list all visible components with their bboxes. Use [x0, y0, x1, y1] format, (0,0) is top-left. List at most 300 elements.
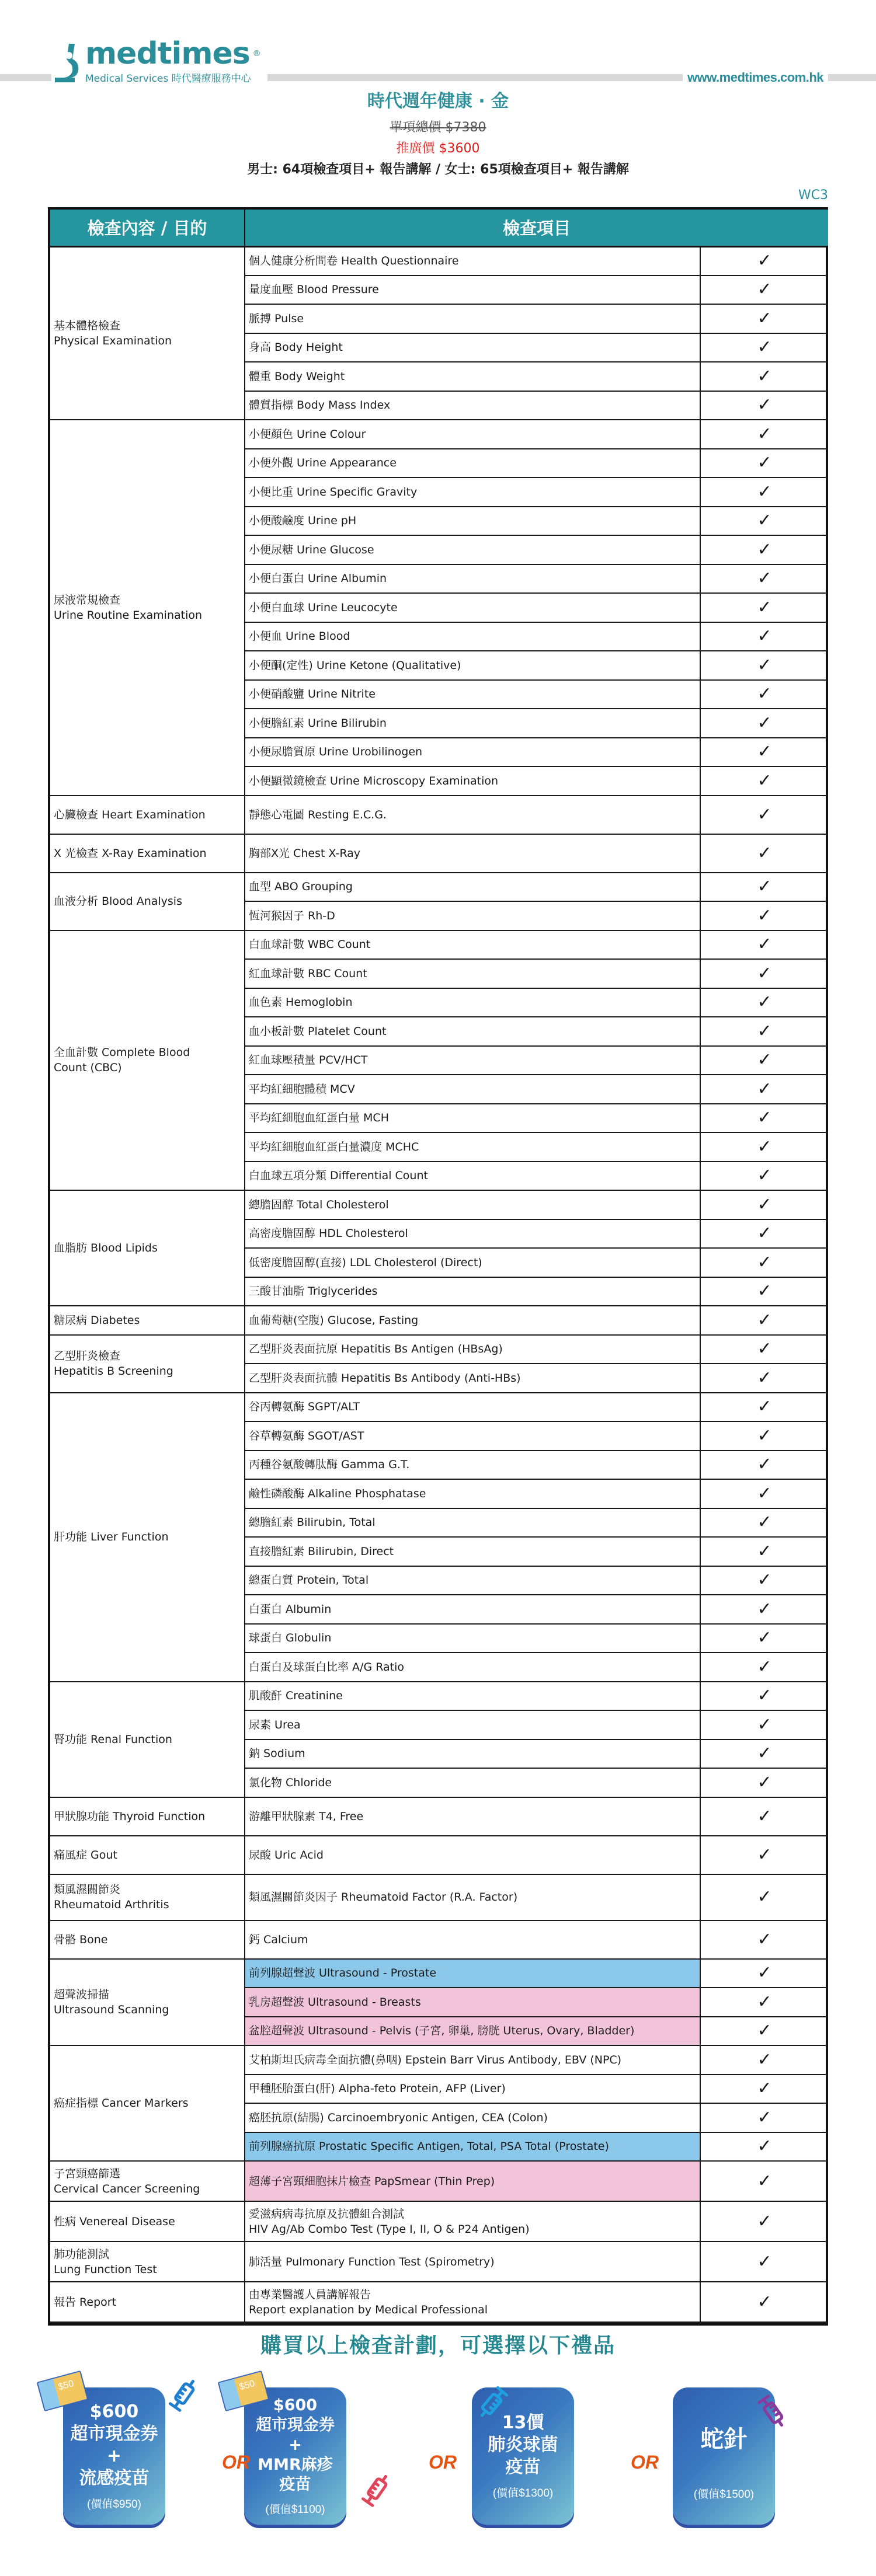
- check-mark-icon: ✓: [700, 1653, 828, 1682]
- category-cell: [50, 834, 245, 873]
- check-mark-icon: ✓: [700, 1920, 828, 1959]
- check-mark-icon: ✓: [700, 1797, 828, 1836]
- test-item-cell: [245, 1797, 700, 1836]
- test-item-label: 總蛋白質 Protein, Total: [249, 1574, 369, 1587]
- check-mark-icon: ✓: [700, 651, 828, 680]
- test-item-cell: [245, 1624, 700, 1653]
- or-separator: OR: [429, 2452, 457, 2473]
- test-item-cell: [245, 873, 700, 902]
- test-item-cell: [245, 1104, 700, 1133]
- test-item-label: 低密度膽固醇(直接) LDL Cholesterol (Direct): [249, 1256, 482, 1269]
- test-item-label: 類風濕關節炎因子 Rheumatoid Factor (R.A. Factor): [249, 1891, 518, 1904]
- test-item-label: 尿素 Urea: [249, 1718, 301, 1731]
- test-item-label: 小便血 Urine Blood: [249, 630, 350, 643]
- table-row: [50, 1959, 828, 1988]
- test-item-label: 脈搏 Pulse: [249, 312, 304, 325]
- test-item-label: 小便尿糖 Urine Glucose: [249, 543, 374, 556]
- test-item-label: 谷草轉氨酶 SGOT/AST: [249, 1429, 364, 1442]
- check-mark-icon: ✓: [700, 1248, 828, 1277]
- test-item-cell: [245, 834, 700, 873]
- category-label: 痛風症 Gout: [54, 1848, 117, 1862]
- check-mark-icon: ✓: [700, 1988, 828, 2017]
- category-cell: [50, 2201, 245, 2242]
- test-item-cell: [245, 2242, 700, 2282]
- table-header-row: [50, 210, 828, 246]
- test-item-label: 白血球五項分類 Differential Count: [249, 1169, 428, 1183]
- test-item-cell: [245, 1874, 700, 1920]
- category-cell: [50, 930, 245, 1191]
- test-item-cell: [245, 930, 700, 960]
- check-mark-icon: ✓: [700, 2045, 828, 2075]
- test-item-label: 艾柏斯坦氏病毒全面抗體(鼻咽) Epstein Barr Virus Antibody, EBV (NPC): [249, 2053, 622, 2066]
- test-item-cell: [245, 1653, 700, 1682]
- test-item-label: 前列腺癌抗原 Prostatic Specific Antigen, Total, PSA Total (Prostate): [249, 2140, 609, 2153]
- test-item-cell: [245, 901, 700, 930]
- test-item-label: 鹼性磷酸酶 Alkaline Phosphatase: [249, 1487, 426, 1500]
- test-item-label: 谷丙轉氨酶 SGPT/ALT: [249, 1400, 360, 1414]
- gift-value: (價值$1300): [492, 2487, 554, 2500]
- test-item-label: 直接膽紅素 Bilirubin, Direct: [249, 1545, 394, 1558]
- gift-title-line: 超市現金券: [256, 2416, 335, 2434]
- gift-title-line: 流感疫苗: [79, 2468, 150, 2488]
- category-label: 癌症指標 Cancer Markers: [54, 2097, 189, 2110]
- original-price: 單項總價 $7380: [390, 120, 486, 135]
- test-item-cell: [245, 1393, 700, 1422]
- gift-title: [673, 2426, 775, 2453]
- gift-title-line: 疫苗: [505, 2457, 541, 2477]
- gift-value: (價值$1500): [693, 2488, 755, 2501]
- category-label: 肺功能測試: [54, 2247, 110, 2261]
- test-item-cell: [245, 1277, 700, 1306]
- table-row: [50, 1836, 828, 1874]
- category-label: 基本體格檢查: [54, 319, 121, 332]
- category-cell: [50, 2045, 245, 2161]
- check-mark-icon: ✓: [700, 709, 828, 738]
- table-row: [50, 873, 828, 902]
- or-separator: OR: [222, 2452, 250, 2473]
- test-item-label: 體質指標 Body Mass Index: [249, 399, 391, 412]
- check-mark-icon: ✓: [700, 2075, 828, 2104]
- brand-word: medtimes: [85, 36, 250, 71]
- test-item-cell: [245, 1132, 700, 1162]
- table-row: [50, 834, 828, 873]
- category-cell: [50, 873, 245, 930]
- voucher-label: $50: [57, 2378, 75, 2393]
- check-mark-icon: ✓: [700, 2161, 828, 2201]
- category-label: 甲狀腺功能 Thyroid Function: [54, 1810, 206, 1823]
- gift-title-line: 疫苗: [279, 2476, 311, 2494]
- item-count: 男士: 64項檢查項目+ 報告講解 / 女士: 65項檢查項目+ 報告講解: [247, 162, 629, 177]
- table-row: [50, 2242, 828, 2282]
- gift-title-line: 超市現金券: [70, 2424, 158, 2444]
- check-mark-icon: ✓: [700, 1075, 828, 1104]
- check-mark-icon: ✓: [700, 1566, 828, 1595]
- test-item-cell: [245, 2045, 700, 2075]
- category-label: 尿液常規檢查: [54, 593, 121, 606]
- promo-price: 推廣價 $3600: [396, 141, 480, 156]
- gift-title-line: +: [288, 2436, 302, 2454]
- test-item-label: 尿酸 Uric Acid: [249, 1848, 324, 1862]
- test-item-label: 體重 Body Weight: [249, 370, 345, 383]
- gift-option-card[interactable]: [244, 2387, 346, 2525]
- category-label: Lung Function Test: [54, 2263, 157, 2276]
- check-mark-icon: ✓: [700, 1508, 828, 1538]
- test-item-label: 恆河猴因子 Rh-D: [249, 909, 335, 922]
- table-row: [50, 2161, 828, 2201]
- category-cell: [50, 1335, 245, 1393]
- test-item-cell: [245, 1306, 700, 1335]
- test-item-label: 超薄子宮頸細胞抹片檢查 PapSmear (Thin Prep): [249, 2174, 495, 2188]
- test-item-cell: [245, 1988, 700, 2017]
- test-item-label: 小便硝酸鹽 Urine Nitrite: [249, 688, 376, 701]
- category-label: 性病 Venereal Disease: [54, 2215, 175, 2228]
- check-mark-icon: ✓: [700, 873, 828, 902]
- test-item-cell: [245, 988, 700, 1017]
- test-item-label: 白蛋白 Albumin: [249, 1602, 332, 1616]
- check-mark-icon: ✓: [700, 1537, 828, 1566]
- gift-option-card[interactable]: [63, 2387, 165, 2525]
- test-item-cell: [245, 1768, 700, 1797]
- check-mark-icon: ✓: [700, 1190, 828, 1219]
- test-item-label: 乙型肝炎表面抗原 Hepatitis Bs Antigen (HBsAg): [249, 1343, 503, 1356]
- test-item-cell: [245, 2075, 700, 2104]
- test-item-cell: [245, 622, 700, 651]
- test-item-label: 白血球計數 WBC Count: [249, 938, 371, 951]
- category-cell: [50, 1306, 245, 1335]
- category-label: Physical Examination: [54, 334, 172, 347]
- microscope-icon: [51, 41, 84, 85]
- category-cell: [50, 2242, 245, 2282]
- test-item-label: 胸部X光 Chest X-Ray: [249, 846, 361, 860]
- check-mark-icon: ✓: [700, 959, 828, 988]
- test-item-label: 由專業醫護人員講解報告: [249, 2288, 371, 2301]
- test-item-cell: [245, 2161, 700, 2201]
- test-item-label: 鈉 Sodium: [249, 1747, 305, 1761]
- table-row: [50, 930, 828, 960]
- test-item-cell: [245, 1421, 700, 1451]
- test-item-label: 個人健康分析問卷 Health Questionnaire: [249, 255, 459, 267]
- test-item-cell: [245, 1920, 700, 1959]
- test-item-cell: [245, 420, 700, 449]
- category-cell: [50, 1959, 245, 2046]
- category-cell: [50, 1836, 245, 1874]
- category-cell: [50, 1797, 245, 1836]
- test-item-cell: [245, 1046, 700, 1075]
- test-item-cell: [245, 276, 700, 305]
- website-link[interactable]: www.medtimes.com.hk: [683, 70, 828, 85]
- table-row: [50, 1306, 828, 1335]
- check-mark-icon: ✓: [700, 988, 828, 1017]
- test-item-cell: [245, 535, 700, 564]
- test-item-cell: [245, 507, 700, 536]
- test-item-cell: [245, 738, 700, 767]
- test-item-cell: [245, 333, 700, 362]
- check-mark-icon: ✓: [700, 1017, 828, 1046]
- test-item-label: 小便白蛋白 Urine Albumin: [249, 572, 387, 585]
- check-mark-icon: ✓: [700, 1624, 828, 1653]
- category-label: 全血計數 Complete Blood: [54, 1046, 190, 1059]
- check-mark-icon: ✓: [700, 507, 828, 536]
- table-row: [50, 2201, 828, 2242]
- check-mark-icon: ✓: [700, 593, 828, 622]
- check-mark-icon: ✓: [700, 1219, 828, 1249]
- test-item-label: 小便比重 Urine Specific Gravity: [249, 485, 418, 499]
- check-mark-icon: ✓: [700, 2201, 828, 2242]
- test-item-label: 血葡萄糖(空腹) Glucose, Fasting: [249, 1313, 419, 1327]
- test-item-label: 甲種胚胎蛋白(肝) Alpha-feto Protein, AFP (Liver): [249, 2082, 506, 2096]
- gift-title: [63, 2401, 165, 2490]
- test-item-cell: [245, 1710, 700, 1740]
- table-row: [50, 1335, 828, 1364]
- check-mark-icon: ✓: [700, 796, 828, 834]
- test-item-cell: [245, 1190, 700, 1219]
- gift-title-line: MMR麻疹: [258, 2456, 333, 2474]
- test-item-cell: [245, 2282, 700, 2322]
- test-item-cell: [245, 1017, 700, 1046]
- test-item-cell: [245, 2017, 700, 2046]
- column-header-items: 檢查項目: [245, 210, 828, 246]
- table-row: [50, 420, 828, 449]
- check-mark-icon: ✓: [700, 391, 828, 420]
- test-item-cell: [245, 1219, 700, 1249]
- category-cell: [50, 246, 245, 420]
- test-item-label: 前列腺超聲波 Ultrasound - Prostate: [249, 1967, 437, 1980]
- check-mark-icon: ✓: [700, 1710, 828, 1740]
- test-item-label: 鈣 Calcium: [249, 1933, 308, 1946]
- category-label: 肝功能 Liver Function: [54, 1531, 169, 1543]
- category-cell: [50, 1393, 245, 1682]
- test-item-cell: [245, 1537, 700, 1566]
- test-item-cell: [245, 2201, 700, 2242]
- test-item-cell: [245, 593, 700, 622]
- test-item-cell: [245, 1335, 700, 1364]
- check-mark-icon: ✓: [700, 1451, 828, 1480]
- test-item-label: 白蛋白及球蛋白比率 A/G Ratio: [249, 1660, 404, 1674]
- category-label: 血脂肪 Blood Lipids: [54, 1242, 158, 1254]
- check-mark-icon: ✓: [700, 1874, 828, 1920]
- column-header-category: 檢查內容 / 目的: [50, 210, 245, 246]
- test-item-cell: [245, 1075, 700, 1104]
- test-item-label: 高密度膽固醇 HDL Cholesterol: [249, 1227, 408, 1240]
- check-mark-icon: ✓: [700, 1306, 828, 1335]
- table-row: [50, 246, 828, 276]
- check-mark-icon: ✓: [700, 1768, 828, 1797]
- check-mark-icon: ✓: [700, 362, 828, 391]
- check-mark-icon: ✓: [700, 1959, 828, 1988]
- check-mark-icon: ✓: [700, 477, 828, 507]
- plan-code: WC3: [798, 188, 828, 203]
- check-mark-icon: ✓: [700, 1335, 828, 1364]
- test-item-label: 小便顏色 Urine Colour: [249, 427, 366, 441]
- check-mark-icon: ✓: [700, 1162, 828, 1191]
- category-cell: [50, 1874, 245, 1920]
- gift-title-line: 蛇針: [700, 2426, 748, 2453]
- table-row: [50, 1797, 828, 1836]
- category-cell: [50, 420, 245, 796]
- check-mark-icon: ✓: [700, 901, 828, 930]
- category-label: 腎功能 Renal Function: [54, 1733, 172, 1746]
- test-item-cell: [245, 449, 700, 478]
- test-item-cell: [245, 362, 700, 391]
- category-cell: [50, 1920, 245, 1959]
- category-label: Cervical Cancer Screening: [54, 2182, 200, 2195]
- check-mark-icon: ✓: [700, 1046, 828, 1075]
- test-item-cell: [245, 709, 700, 738]
- gift-value: (價值$950): [87, 2498, 141, 2511]
- registered-mark: ®: [252, 49, 260, 58]
- test-item-cell: [245, 1248, 700, 1277]
- test-item-label: 游離甲狀腺素 T4, Free: [249, 1810, 364, 1823]
- table-row: [50, 1874, 828, 1920]
- table-row: [50, 796, 828, 834]
- category-label: Urine Routine Examination: [54, 608, 203, 622]
- checkup-table: [48, 207, 828, 2326]
- check-mark-icon: ✓: [700, 738, 828, 767]
- check-mark-icon: ✓: [700, 766, 828, 796]
- test-item-label: 量度血壓 Blood Pressure: [249, 283, 379, 297]
- test-item-label: 盆腔超聲波 Ultrasound - Pelvis (子宮, 卵巢, 膀胱 Uterus, Ovary, Bladder): [249, 2024, 635, 2038]
- test-item-cell: [245, 246, 700, 276]
- check-mark-icon: ✓: [700, 1421, 828, 1451]
- gift-title-line: $600: [89, 2401, 139, 2422]
- category-label: 超聲波掃描: [54, 1988, 110, 2001]
- gift-heading: 購買以上檢查計劃，可選擇以下禮品: [260, 2334, 616, 2358]
- test-item-cell: [245, 1740, 700, 1769]
- test-item-label: 小便酸鹼度 Urine pH: [249, 514, 357, 528]
- category-label: Rheumatoid Arthritis: [54, 1898, 169, 1911]
- check-mark-icon: ✓: [700, 680, 828, 709]
- test-item-cell: [245, 766, 700, 796]
- check-mark-icon: ✓: [700, 564, 828, 594]
- gift-title-line: 肺炎球菌: [488, 2435, 558, 2455]
- check-mark-icon: ✓: [700, 276, 828, 305]
- category-label: 血液分析 Blood Analysis: [54, 895, 182, 908]
- voucher-label: $50: [238, 2378, 256, 2393]
- test-item-cell: [245, 680, 700, 709]
- check-mark-icon: ✓: [700, 1836, 828, 1874]
- check-mark-icon: ✓: [700, 333, 828, 362]
- test-item-label: 小便白血球 Urine Leucocyte: [249, 601, 398, 614]
- brand-name: [85, 36, 260, 71]
- category-cell: [50, 2282, 245, 2322]
- check-mark-icon: ✓: [700, 2282, 828, 2322]
- check-mark-icon: ✓: [700, 1364, 828, 1393]
- test-item-label: 紅血球壓積量 PCV/HCT: [249, 1054, 368, 1067]
- test-item-cell: [245, 2103, 700, 2132]
- test-item-cell: [245, 959, 700, 988]
- test-item-label: 愛滋病病毒抗原及抗體組合測試: [249, 2207, 405, 2221]
- category-label: 報告 Report: [54, 2295, 117, 2309]
- test-item-label: 肺活量 Pulmonary Function Test (Spirometry): [249, 2255, 495, 2268]
- category-label: Hepatitis B Screening: [54, 1365, 173, 1378]
- test-item-label: 血小板計數 Platelet Count: [249, 1024, 387, 1038]
- test-item-label: 總膽紅素 Bilirubin, Total: [249, 1516, 376, 1529]
- test-item-label: 乙型肝炎表面抗體 Hepatitis Bs Antibody (Anti-HBs): [249, 1371, 521, 1385]
- test-item-label: 平均紅細胞血紅蛋白量 MCH: [249, 1111, 389, 1125]
- page-header: [0, 0, 876, 88]
- category-label: 骨骼 Bone: [54, 1933, 108, 1946]
- brand-subtitle: Medical Services 時代醫療服務中心: [85, 73, 251, 85]
- or-separator: OR: [631, 2452, 659, 2473]
- test-item-label: 三酸甘油脂 Triglycerides: [249, 1285, 378, 1298]
- table-row: [50, 2282, 828, 2322]
- table-row: [50, 2045, 828, 2075]
- table-body: [50, 246, 828, 2322]
- table-row: [50, 1393, 828, 1422]
- test-item-label: 總膽固醇 Total Cholesterol: [249, 1198, 389, 1211]
- check-mark-icon: ✓: [700, 2103, 828, 2132]
- test-item-label: 小便膽紅素 Urine Bilirubin: [249, 716, 387, 730]
- test-item-label: 紅血球計數 RBC Count: [249, 967, 367, 980]
- table-row: [50, 1190, 828, 1219]
- gift-title-line: $600: [273, 2396, 318, 2414]
- test-item-cell: [245, 477, 700, 507]
- test-item-cell: [245, 391, 700, 420]
- test-item-label: 平均紅細胞體積 MCV: [249, 1082, 355, 1096]
- category-cell: [50, 796, 245, 834]
- check-mark-icon: ✓: [700, 1682, 828, 1711]
- check-mark-icon: ✓: [700, 1104, 828, 1133]
- check-mark-icon: ✓: [700, 1132, 828, 1162]
- test-item-cell: [245, 1508, 700, 1538]
- test-item-label: 小便顯微鏡檢查 Urine Microscopy Examination: [249, 774, 499, 787]
- test-item-cell: [245, 1479, 700, 1508]
- check-mark-icon: ✓: [700, 1393, 828, 1422]
- medtimes-logo[interactable]: [51, 36, 267, 85]
- syringe-icon: [162, 2372, 206, 2418]
- category-label: 子宮頸癌篩選: [54, 2167, 121, 2180]
- test-item-cell: [245, 1595, 700, 1624]
- gift-title: [244, 2396, 346, 2495]
- category-cell: [50, 2161, 245, 2201]
- test-item-cell: [245, 796, 700, 834]
- test-item-label: 平均紅細胞血紅蛋白量濃度 MCHC: [249, 1140, 419, 1153]
- test-item-cell: [245, 651, 700, 680]
- check-mark-icon: ✓: [700, 930, 828, 960]
- plan-title: 時代週年健康 · 金: [367, 91, 509, 111]
- test-item-cell: [245, 1162, 700, 1191]
- test-item-label: 身高 Body Height: [249, 341, 343, 354]
- category-label: X 光檢查 X-Ray Examination: [54, 846, 207, 860]
- check-mark-icon: ✓: [700, 246, 828, 276]
- check-mark-icon: ✓: [700, 1595, 828, 1624]
- test-item-label: 血色素 Hemoglobin: [249, 996, 353, 1009]
- test-item-cell: [245, 304, 700, 333]
- test-item-label: 靜態心電圖 Resting E.C.G.: [249, 808, 387, 821]
- test-item-label: 肌酸酐 Creatinine: [249, 1689, 343, 1703]
- check-mark-icon: ✓: [700, 1479, 828, 1508]
- test-item-label: 氯化物 Chloride: [249, 1776, 332, 1789]
- category-label: Count (CBC): [54, 1061, 122, 1075]
- gift-title-line: +: [106, 2446, 122, 2466]
- test-item-label-en: Report explanation by Medical Professional: [249, 2303, 488, 2316]
- check-mark-icon: ✓: [700, 420, 828, 449]
- category-cell: [50, 1190, 245, 1306]
- test-item-cell: [245, 1566, 700, 1595]
- check-mark-icon: ✓: [700, 535, 828, 564]
- gift-title-line: 13價: [502, 2413, 544, 2433]
- test-item-label-en: HIV Ag/Ab Combo Test (Type I, II, O & P24 Antigen): [249, 2222, 530, 2236]
- gift-value: (價值$1100): [265, 2504, 325, 2516]
- test-item-label: 血型 ABO Grouping: [249, 880, 353, 894]
- test-item-label: 小便酮(定性) Urine Ketone (Qualitative): [249, 658, 461, 672]
- test-item-cell: [245, 1959, 700, 1988]
- check-mark-icon: ✓: [700, 2132, 828, 2162]
- table-row: [50, 1682, 828, 1711]
- check-mark-icon: ✓: [700, 2017, 828, 2046]
- test-item-label: 小便外觀 Urine Appearance: [249, 456, 397, 470]
- check-mark-icon: ✓: [700, 449, 828, 478]
